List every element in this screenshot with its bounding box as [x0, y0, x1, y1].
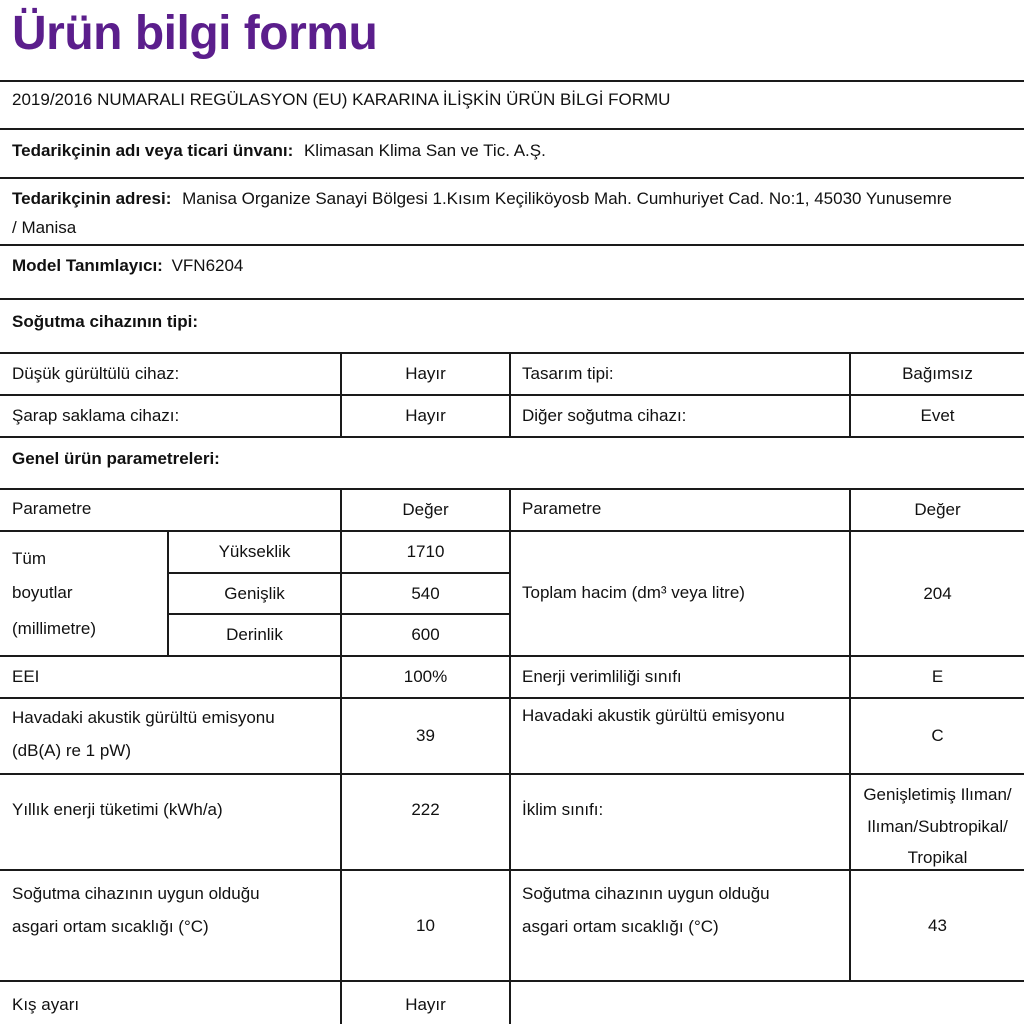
width-value: 540 [411, 583, 440, 603]
divider [0, 980, 1024, 982]
total-volume-label: Toplam hacim (dm³ veya litre) [522, 583, 745, 602]
min-temp-value: 10 [416, 915, 435, 935]
param-header-left: Parametre [12, 499, 92, 518]
wine-storage-value: Hayır [405, 406, 446, 425]
model-label: Model Tanımlayıcı: [12, 256, 163, 275]
dimensions-label: (millimetre) [12, 619, 97, 638]
energy-class-label: Enerji verimliliği sınıfı [522, 667, 682, 686]
divider [0, 80, 1024, 82]
general-params-heading: Genel ürün parametreleri: [12, 449, 220, 468]
supplier-name-row [12, 141, 546, 161]
divider [0, 177, 1024, 179]
winter-setting-label: Kış ayarı [12, 995, 80, 1014]
supplier-address-label: Tedarikçinin adresi: [12, 189, 172, 208]
low-noise-label: Düşük gürültülü cihaz: [12, 364, 180, 383]
noise-emission-label: (dB(A) re 1 pW) [12, 741, 132, 760]
divider [0, 298, 1024, 300]
winter-setting-value: Hayır [405, 995, 446, 1014]
height-value: 1710 [406, 542, 445, 561]
supplier-address-value: Manisa Organize Sanayi Bölgesi 1.Kısım Keçiliköyosb Mah. Cumhuriyet Cad. No:1, 45030 Yunusemre [182, 189, 952, 208]
noise-emission-value: 39 [416, 726, 435, 745]
divider [0, 128, 1024, 130]
regulation-subtitle: 2019/2016 NUMARALI REGÜLASYON (EU) KARARINA İLİŞKİN ÜRÜN BİLGİ FORMU [12, 90, 671, 109]
page-title: Ürün bilgi formu [12, 7, 378, 60]
supplier-address-value-cont: / Manisa [12, 218, 77, 237]
climate-class-value: Genişletimiş Ilıman/ [863, 785, 1012, 804]
eei-label: EEI [12, 667, 40, 686]
divider [0, 244, 1024, 246]
supplier-name-label: Tedarikçinin adı veya ticari ünvanı: [12, 141, 294, 160]
climate-class-value: Tropikal [907, 848, 968, 867]
low-noise-value: Hayır [405, 364, 446, 383]
depth-value: 600 [411, 625, 440, 644]
min-temp-label: Soğutma cihazının uygun olduğu [12, 884, 260, 903]
device-type-heading: Soğutma cihazının tipi: [12, 312, 199, 331]
depth-label: Derinlik [226, 625, 283, 644]
design-type-label: Tasarım tipi: [522, 364, 614, 383]
model-row [12, 256, 243, 276]
divider [509, 352, 511, 436]
min-temp-label: asgari ortam sıcaklığı (°C) [12, 917, 209, 936]
dimensions-label: Tüm [12, 549, 46, 568]
max-temp-value: 43 [928, 915, 947, 935]
value-header-right: Değer [914, 500, 961, 519]
height-label: Yükseklik [218, 542, 291, 561]
climate-class-value: Ilıman/Subtropikal/ [867, 817, 1008, 836]
wine-storage-label: Şarap saklama cihazı: [12, 406, 180, 425]
noise-emission-label: Havadaki akustik gürültü emisyonu [12, 708, 275, 727]
annual-energy-label: Yıllık enerji tüketimi (kWh/a) [12, 800, 223, 819]
max-temp-label: asgari ortam sıcaklığı (°C) [522, 917, 719, 936]
total-volume-value: 204 [923, 583, 952, 603]
width-label: Genişlik [224, 583, 285, 603]
noise-class-label: Havadaki akustik gürültü emisyonu [522, 706, 785, 725]
divider [509, 488, 511, 1024]
divider [0, 436, 1024, 438]
noise-class-value: C [931, 726, 944, 745]
param-header-right: Parametre [522, 499, 602, 518]
eei-value: 100% [403, 667, 448, 686]
supplier-address-row [12, 189, 952, 209]
design-type-value: Bağımsız [902, 364, 973, 383]
divider [0, 773, 1024, 775]
supplier-name-value: Klimasan Klima San ve Tic. A.Ş. [303, 141, 546, 160]
model-value: VFN6204 [171, 256, 244, 275]
value-header-left: Değer [402, 500, 449, 519]
dimensions-label: boyutlar [12, 583, 73, 602]
energy-class-value: E [931, 667, 944, 686]
max-temp-label: Soğutma cihazının uygun olduğu [522, 884, 770, 903]
annual-energy-value: 222 [411, 800, 440, 819]
other-cooling-label: Diğer soğutma cihazı: [522, 406, 687, 425]
climate-class-label: İklim sınıfı: [522, 800, 604, 819]
other-cooling-value: Evet [920, 406, 955, 425]
